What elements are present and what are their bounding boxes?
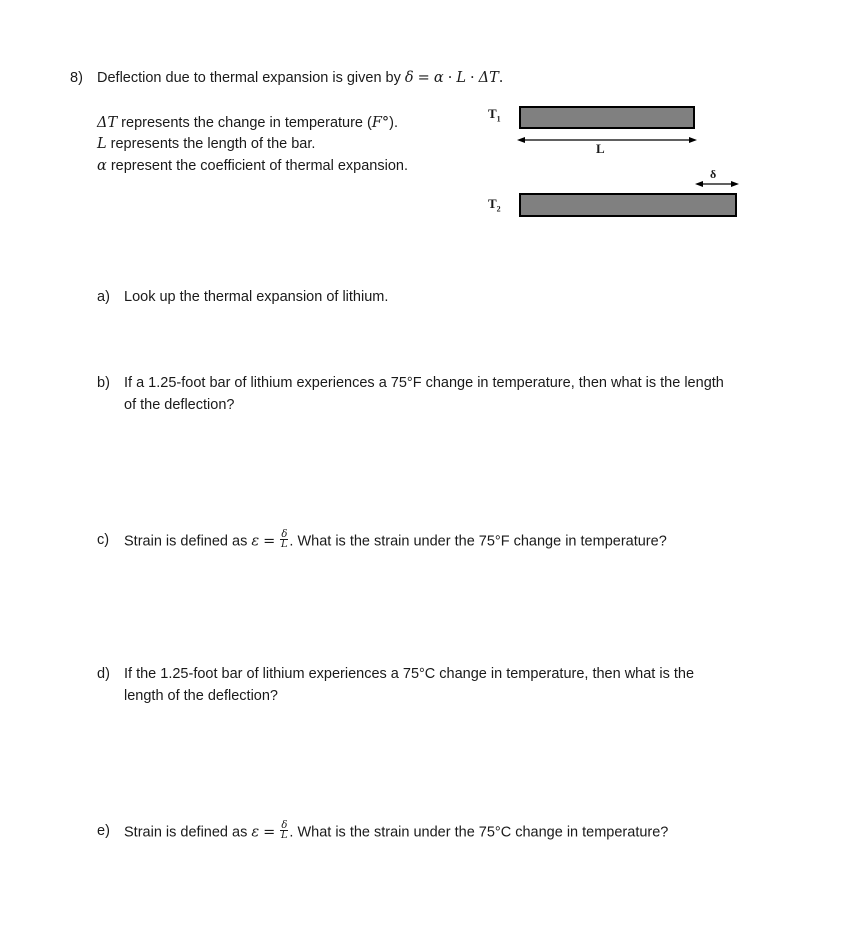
part-d-label: d) <box>97 666 110 682</box>
bar-t2 <box>519 193 737 217</box>
part-c-label: c) <box>97 532 110 548</box>
def-text: represents the length of the bar. <box>106 136 316 152</box>
def-text: represents the change in temperature ( <box>117 115 372 131</box>
part-c-post: . What is the strain under the 75°F change in temperature? <box>289 533 667 550</box>
definition-L <box>97 136 315 152</box>
formula-dot2: · <box>470 70 475 86</box>
formula-eq: = <box>417 70 430 86</box>
t2-label: $T_2$ <box>488 196 501 214</box>
formula-end: . <box>498 70 504 86</box>
def-tail: ). <box>389 115 399 131</box>
definition-deltaT <box>97 115 398 131</box>
def-unit: F° <box>371 115 390 131</box>
part-a-label: a) <box>97 289 110 305</box>
part-d-line2: length of the deflection? <box>124 688 278 704</box>
def-text: represent the coefficient of thermal expansion. <box>106 158 408 174</box>
bar-t1 <box>519 106 695 129</box>
def-symbol: L <box>97 136 107 152</box>
definition-alpha <box>97 158 408 174</box>
intro-text: Deflection due to thermal expansion is given by <box>97 70 401 86</box>
length-label: L <box>596 141 605 156</box>
part-b-line2: of the deflection? <box>124 397 235 413</box>
formula-alpha: α <box>433 70 444 86</box>
strain-fraction: $\frac{\delta}{L}$ <box>281 820 288 841</box>
part-a-text: Look up the thermal expansion of lithium. <box>124 289 389 305</box>
strain-fraction: $\frac{\delta}{L}$ <box>281 529 288 550</box>
problem-number: 8) <box>70 70 83 86</box>
part-e-label: e) <box>97 823 110 839</box>
part-b-line1: If a 1.25-foot bar of lithium experiences a 75°F change in temperature, then what is the length <box>124 375 724 391</box>
formula-deltaT: ΔT <box>478 70 499 86</box>
part-b-label: b) <box>97 375 110 391</box>
part-e-post: . What is the strain under the 75°C change in temperature? <box>289 824 669 841</box>
def-symbol: α <box>97 158 107 174</box>
part-c-text <box>124 529 667 551</box>
length-arrow <box>515 134 700 146</box>
strain-epsilon: ε <box>251 533 260 550</box>
part-d-line1: If the 1.25-foot bar of lithium experiences a 75°C change in temperature, then what is the <box>124 666 695 682</box>
part-e-text <box>124 820 669 842</box>
formula-L: L <box>456 70 466 86</box>
delta-label: δ <box>710 167 717 181</box>
formula-dot: · <box>447 70 453 86</box>
part-c-pre: Strain is defined as <box>124 533 248 550</box>
problem-intro <box>97 70 503 86</box>
strain-eq: = <box>263 533 276 550</box>
def-symbol: ΔT <box>97 115 118 131</box>
delta-arrow <box>694 178 740 190</box>
strain-eq: = <box>263 824 276 841</box>
strain-epsilon: ε <box>251 824 260 841</box>
formula-delta: δ <box>404 70 414 86</box>
t1-label: $T_1$ <box>488 106 501 124</box>
part-e-pre: Strain is defined as <box>124 824 248 841</box>
